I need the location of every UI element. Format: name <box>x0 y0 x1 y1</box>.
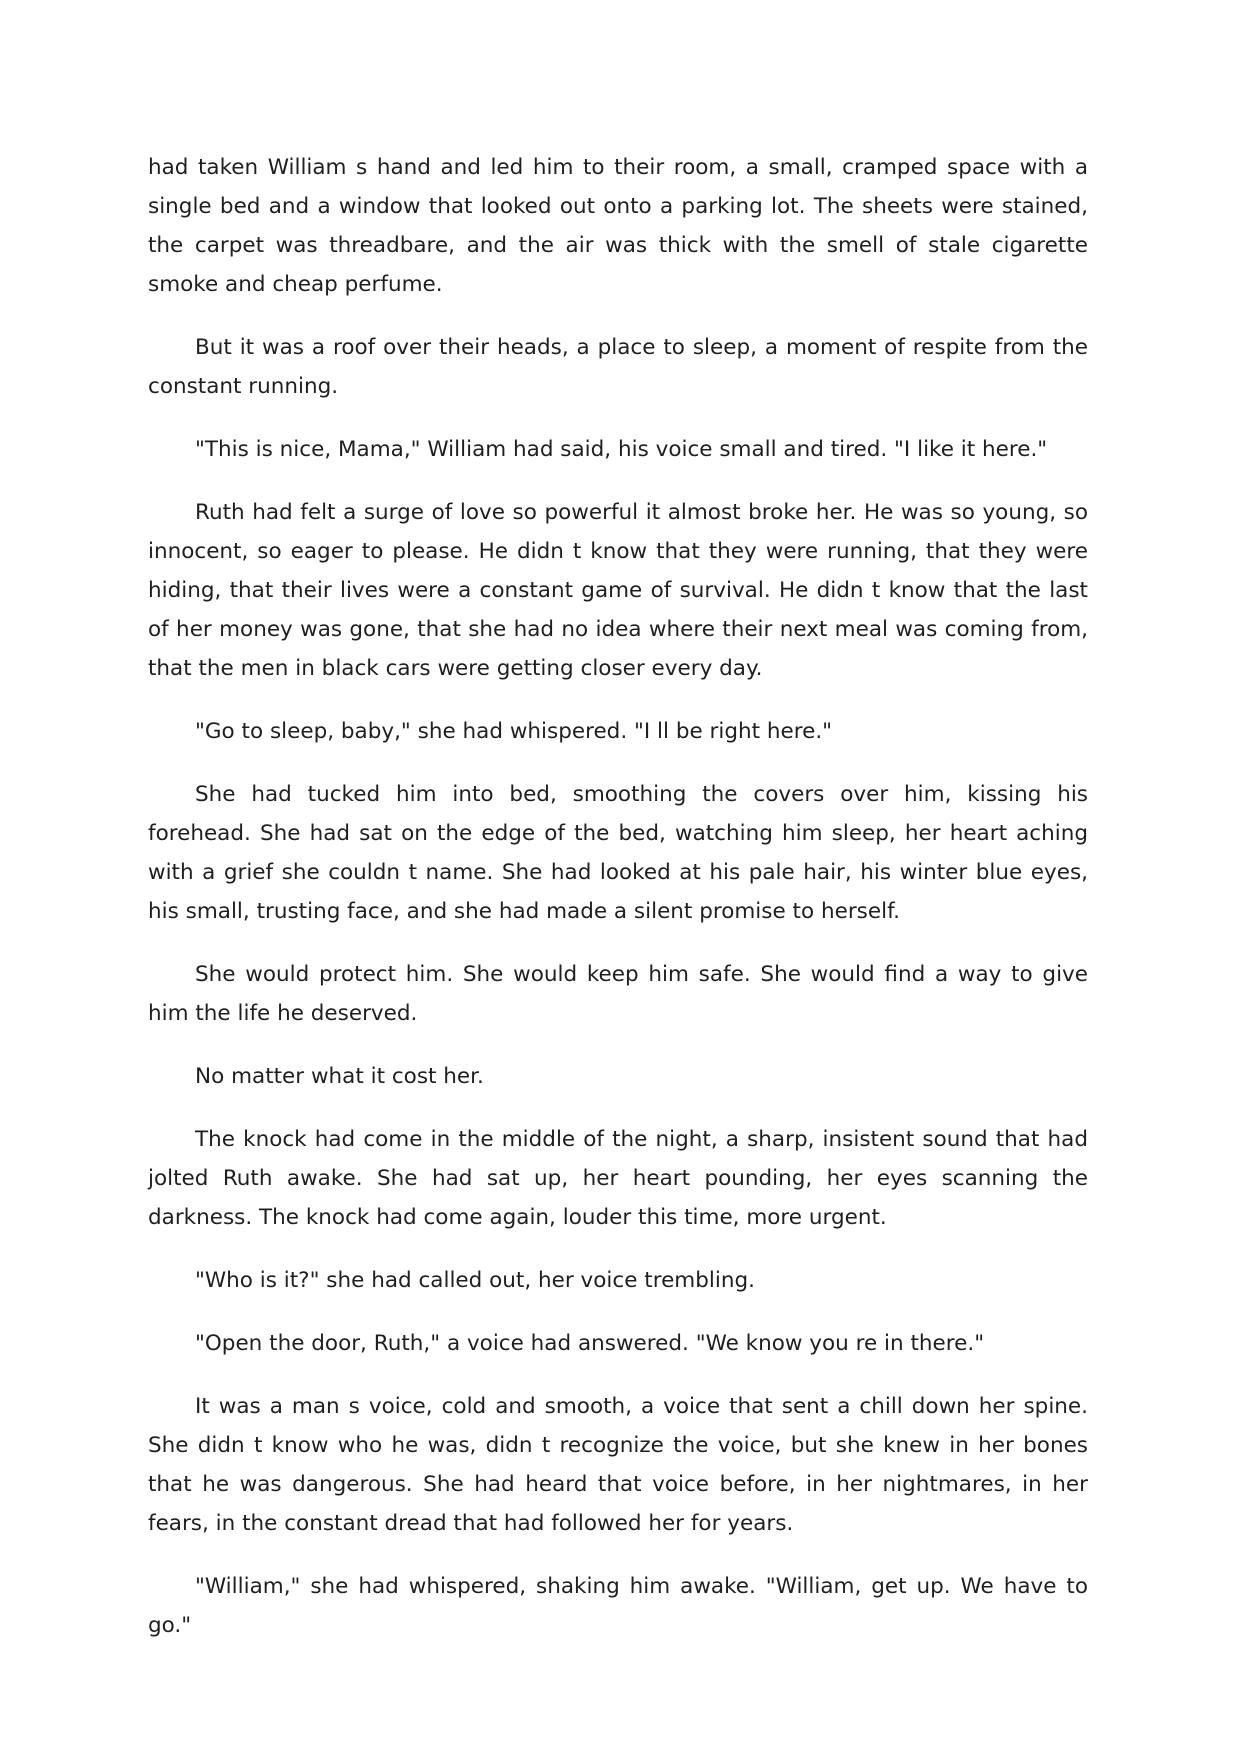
paragraph: "Go to sleep, baby," she had whispered. "I ll be right here." <box>195 719 833 744</box>
paragraph: But it was a roof over their heads, a place to sleep, a moment of respite from the constant running. <box>148 335 1088 399</box>
paragraph: It was a man s voice, cold and smooth, a voice that sent a chill down her spine. She didn t know who he was, didn t recognize the voice, but she knew in her bones that he was dangerous. She had heard that voice before, in her nightmares, in her fears, in the constant dread that had followed her for years. <box>148 1394 1088 1536</box>
paragraph: "Open the door, Ruth," a voice had answered. "We know you re in there." <box>195 1331 985 1356</box>
paragraph: No matter what it cost her. <box>195 1064 484 1089</box>
paragraph: had taken William s hand and led him to their room, a small, cramped space with a single bed and a window that looked out onto a parking lot. The sheets were stained, the carpet was threadbare, and the air was thick with the smell of stale cigarette smoke and cheap perfume. <box>148 155 1088 297</box>
document-body <box>148 148 1088 1669</box>
paragraph: "This is nice, Mama," William had said, his voice small and tired. "I like it here." <box>195 437 1048 462</box>
paragraph: She had tucked him into bed, smoothing the covers over him, kissing his forehead. She had sat on the edge of the bed, watching him sleep, her heart aching with a grief she couldn t name. She had looked at his pale hair, his winter blue eyes, his small, trusting face, and she had made a silent promise to herself. <box>148 782 1088 924</box>
paragraph: "Who is it?" she had called out, her voice trembling. <box>195 1268 755 1293</box>
paragraph: She would protect him. She would keep him safe. She would find a way to give him the life he deserved. <box>148 962 1088 1026</box>
paragraph: "William," she had whispered, shaking him awake. "William, get up. We have to go." <box>148 1574 1088 1638</box>
paragraph: Ruth had felt a surge of love so powerful it almost broke her. He was so young, so innocent, so eager to please. He didn t know that they were running, that they were hiding, that their lives were a constant game of survival. He didn t know that the last of her money was gone, that she had no idea where their next meal was coming from, that the men in black cars were getting closer every day. <box>148 500 1088 681</box>
paragraph: The knock had come in the middle of the night, a sharp, insistent sound that had jolted Ruth awake. She had sat up, her heart pounding, her eyes scanning the darkness. The knock had come again, louder this time, more urgent. <box>148 1127 1088 1230</box>
